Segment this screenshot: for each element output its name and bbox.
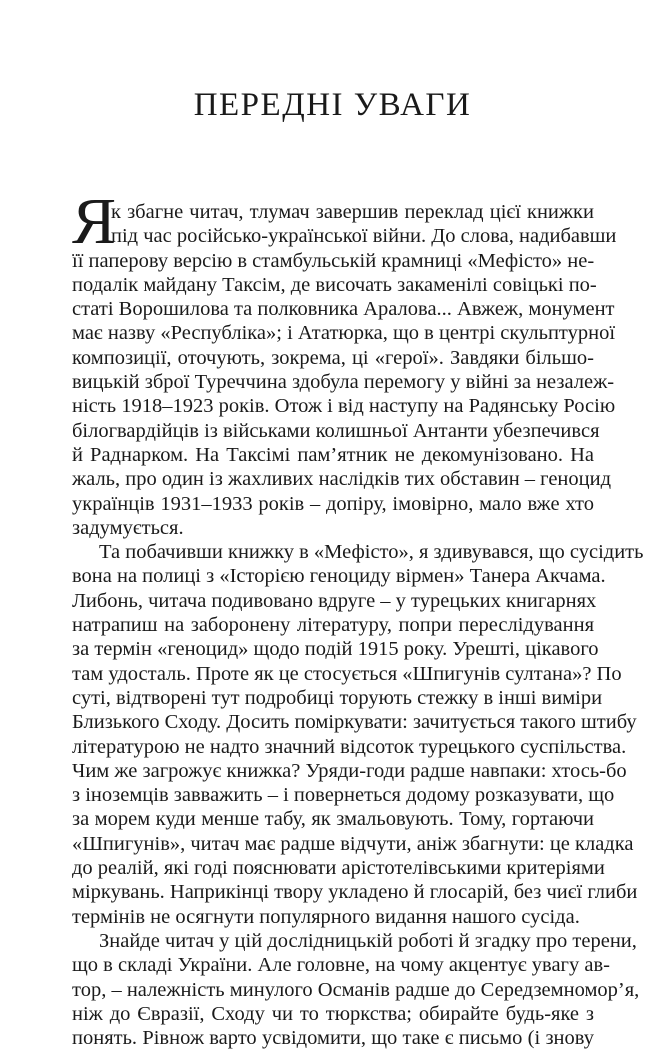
body-text: [72, 200, 644, 1050]
text-line: вона на полиці з «Історією геноциду вірмен» Танера Акчама.: [72, 565, 606, 588]
text-line: має назву «Республіка»; і Ататюрка, що в центрі скульптурної: [72, 322, 616, 345]
text-line: й Раднарком. На Таксімі пам’ятник не декомунізовано. На: [72, 443, 594, 466]
text-line: білогвардійців із військами колишньої Антанти убезпечився: [72, 419, 600, 442]
text-line: задумується.: [72, 516, 184, 539]
text-line: українців 1931–1933 років – допіру, імовірно, мало вже хто: [72, 492, 594, 515]
text-line: Чим же загрожує книжка? Уряди-годи радше навпаки: хтось-бо: [72, 759, 627, 782]
text-line: суті, відтворені тут подробиці торують стежку в інші виміри: [72, 686, 603, 709]
paragraph-3: [72, 929, 640, 1050]
text-line: міркувань. Наприкінці твору укладено й глосарій, без чиєї глиби: [72, 881, 638, 904]
text-line: вицькій зброї Туреччина здобула перемогу у війні за незалеж-: [72, 371, 615, 394]
text-line: Та побачивши книжку в «Мефісто», я здивувався, що сусідить: [99, 541, 644, 564]
text-line: за морем куди менше табу, як змальовують. Тому, гортаючи: [72, 808, 594, 831]
text-line: натрапиш на заборонену літературу, попри переслідування: [72, 614, 594, 637]
text-line: з іноземців завважить – і повернеться додому розказувати, що: [72, 784, 615, 807]
text-line: тор, – належність минулого Османів радше до Середземномор’я,: [72, 978, 640, 1001]
drop-cap: Я: [72, 185, 117, 258]
paragraph-2: [72, 540, 644, 929]
text-line: подалік майдану Таксім, де височать закаменілі совіцькі по-: [72, 273, 597, 296]
text-line: ність 1918–1923 років. Отож і від наступу на Радянську Росію: [72, 395, 616, 418]
paragraph-1: [72, 200, 617, 540]
text-line: термінів не осягнути популярного видання нашого сусіда.: [72, 905, 580, 928]
text-line: понять. Рівнож варто усвідомити, що таке є письмо (і знову: [72, 1027, 594, 1050]
text-line: до реалій, які годі пояснювати арістотелівськими критеріями: [72, 857, 605, 880]
text-line: її паперову версію в стамбульській крамниці «Мефісто» не-: [72, 249, 595, 272]
text-line: Близького Сходу. Досить поміркувати: зачитується такого штибу: [72, 711, 637, 734]
text-line: за термін «геноцид» щодо подій 1915 року. Урешті, цікавого: [72, 638, 599, 661]
text-line: під час російсько-української війни. До слова, надибавши: [111, 225, 617, 248]
text-line: що в складі України. Але головне, на чому акцентує увагу ав-: [72, 954, 610, 977]
text-line: «Шпигунів», читач має радше відчути, аніж збагнути: це кладка: [72, 832, 634, 855]
text-line: Знайде читач у цій дослідницькій роботі й згадку про терени,: [99, 929, 637, 952]
text-line: Либонь, читача подивовано вдруге – у турецьких книгарнях: [72, 589, 597, 612]
page-title: ПЕРЕДНІ УВАГИ: [193, 87, 472, 123]
text-line: к збагне читач, тлумач завершив переклад цієї книжки: [111, 201, 594, 223]
text-line: композиції, оточують, зокрема, ці «герої». Завдяки більшо-: [72, 346, 594, 369]
text-line: жаль, про один із жахливих наслідків тих обставин – геноцид: [72, 468, 612, 491]
text-line: ніж до Євразії, Сходу чи то тюркства; обирайте будь-яке з: [72, 1002, 594, 1025]
text-line: там удосталь. Проте як це стосується «Шпигунів султана»? По: [72, 662, 622, 685]
text-line: статі Ворошилова та полковника Аралова... Авжеж, монумент: [72, 298, 615, 321]
text-line: літературою не надто значний відсоток турецького суспільства.: [72, 735, 627, 758]
